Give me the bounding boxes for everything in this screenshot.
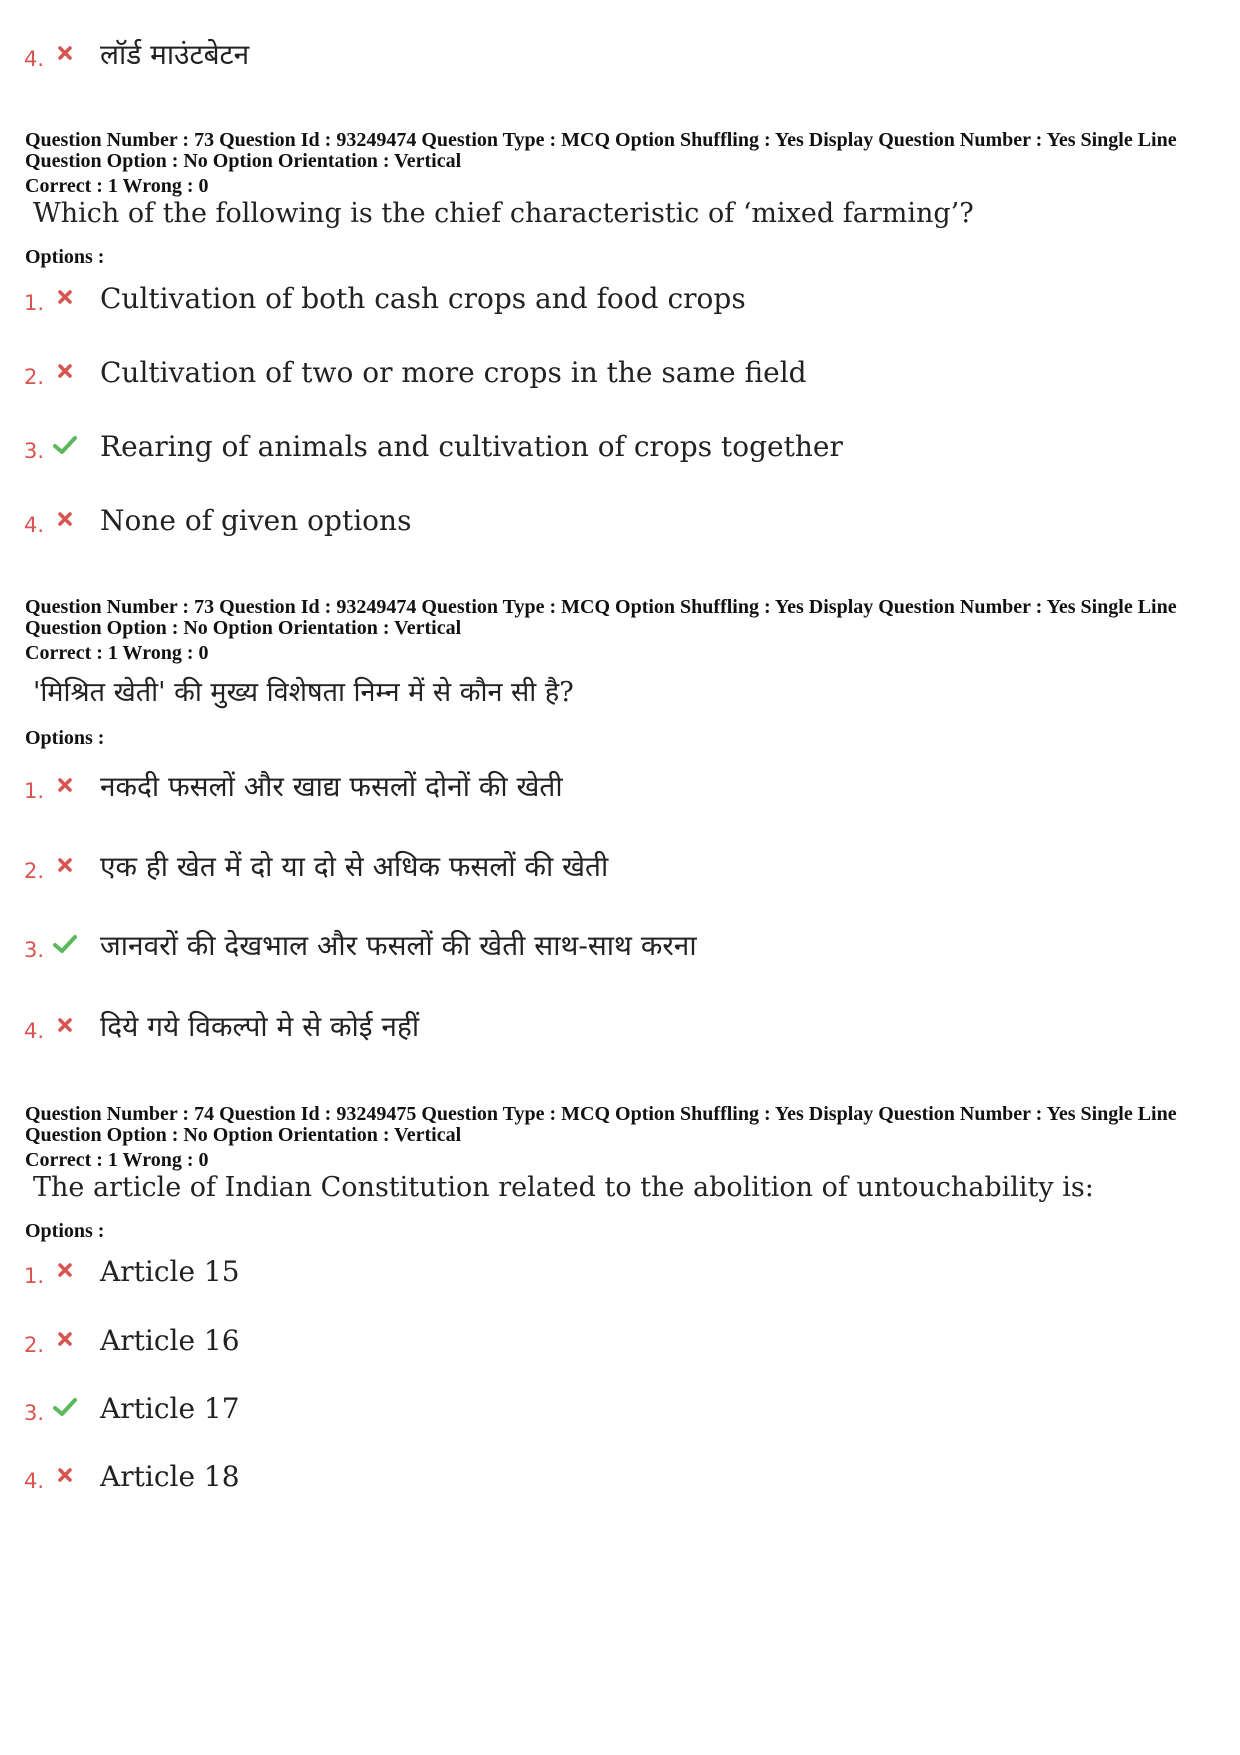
wrong-icon — [50, 282, 80, 312]
option-1 — [24, 270, 746, 316]
option-1 — [24, 1243, 240, 1289]
option-text: Cultivation of two or more crops in the same field — [100, 356, 807, 389]
option-number: 4. — [24, 1469, 45, 1493]
option-text: None of given options — [100, 504, 412, 537]
option-4 — [24, 492, 411, 538]
option-number: 3. — [24, 1401, 45, 1425]
option-text: जानवरों की देखभाल और फसलों की खेती साथ-साथ करना — [100, 929, 697, 962]
wrong-icon — [50, 770, 80, 800]
options-label: Options : — [25, 1220, 105, 1242]
option-4 — [24, 998, 419, 1044]
question-meta: Question Number : 74 Question Id : 93249475 Question Type : MCQ Option Shuffling : Yes Display Question Number : Yes Single Line Question Option : No Option Orientation : Vertical — [25, 1103, 1177, 1146]
question-text: The article of Indian Constitution related to the abolition of untouchability is: — [33, 1172, 1094, 1203]
option-number: 2. — [24, 365, 45, 389]
correct-icon — [50, 1392, 80, 1422]
question-meta: Question Number : 73 Question Id : 93249474 Question Type : MCQ Option Shuffling : Yes Display Question Number : Yes Single Line Question Option : No Option Orientation : Vertical — [25, 596, 1177, 639]
question-text: 'मिश्रित खेती' की मुख्य विशेषता निम्न में से कौन सी है? — [33, 677, 574, 708]
wrong-icon — [50, 504, 80, 534]
wrong-icon — [50, 1010, 80, 1040]
option-number: 4. — [24, 1019, 45, 1043]
wrong-icon — [50, 356, 80, 386]
option-3 — [24, 418, 843, 464]
option-number: 1. — [24, 291, 45, 315]
option-number: 2. — [24, 1333, 45, 1357]
option-number: 2. — [24, 859, 45, 883]
option-text: Cultivation of both cash crops and food crops — [100, 282, 746, 315]
option-text: Article 18 — [100, 1460, 240, 1493]
question-scores: Correct : 1 Wrong : 0 — [25, 1149, 209, 1171]
correct-icon — [50, 929, 80, 959]
option-number: 4. — [24, 47, 45, 71]
option-text: Article 16 — [100, 1324, 240, 1357]
wrong-icon — [50, 38, 80, 68]
option-number: 3. — [24, 439, 45, 463]
option-text: लॉर्ड माउंटबेटन — [100, 38, 250, 71]
correct-icon — [50, 430, 80, 460]
options-label: Options : — [25, 246, 105, 268]
option-text: दिये गये विकल्पो मे से कोई नहीं — [100, 1010, 420, 1043]
option-2 — [24, 838, 608, 884]
option-3 — [24, 917, 697, 963]
option-4 — [24, 1448, 240, 1494]
question-scores: Correct : 1 Wrong : 0 — [25, 175, 209, 197]
prev-option-4 — [24, 26, 249, 72]
question-meta: Question Number : 73 Question Id : 93249474 Question Type : MCQ Option Shuffling : Yes Display Question Number : Yes Single Line Question Option : No Option Orientation : Vertical — [25, 129, 1177, 172]
option-2 — [24, 344, 807, 390]
option-text: एक ही खेत में दो या दो से अधिक फसलों की खेती — [100, 850, 609, 883]
option-1 — [24, 758, 563, 804]
question-scores: Correct : 1 Wrong : 0 — [25, 642, 209, 664]
wrong-icon — [50, 850, 80, 880]
option-2 — [24, 1312, 240, 1358]
option-number: 4. — [24, 513, 45, 537]
option-number: 1. — [24, 779, 45, 803]
option-number: 3. — [24, 938, 45, 962]
options-label: Options : — [25, 727, 105, 749]
wrong-icon — [50, 1255, 80, 1285]
option-number: 1. — [24, 1264, 45, 1288]
wrong-icon — [50, 1460, 80, 1490]
option-text: Rearing of animals and cultivation of crops together — [100, 430, 843, 463]
option-text: Article 17 — [100, 1392, 240, 1425]
option-3 — [24, 1380, 240, 1426]
option-text: नकदी फसलों और खाद्य फसलों दोनों की खेती — [100, 770, 563, 803]
option-text: Article 15 — [100, 1255, 240, 1288]
question-text: Which of the following is the chief characteristic of ‘mixed farming’? — [33, 198, 974, 229]
wrong-icon — [50, 1324, 80, 1354]
